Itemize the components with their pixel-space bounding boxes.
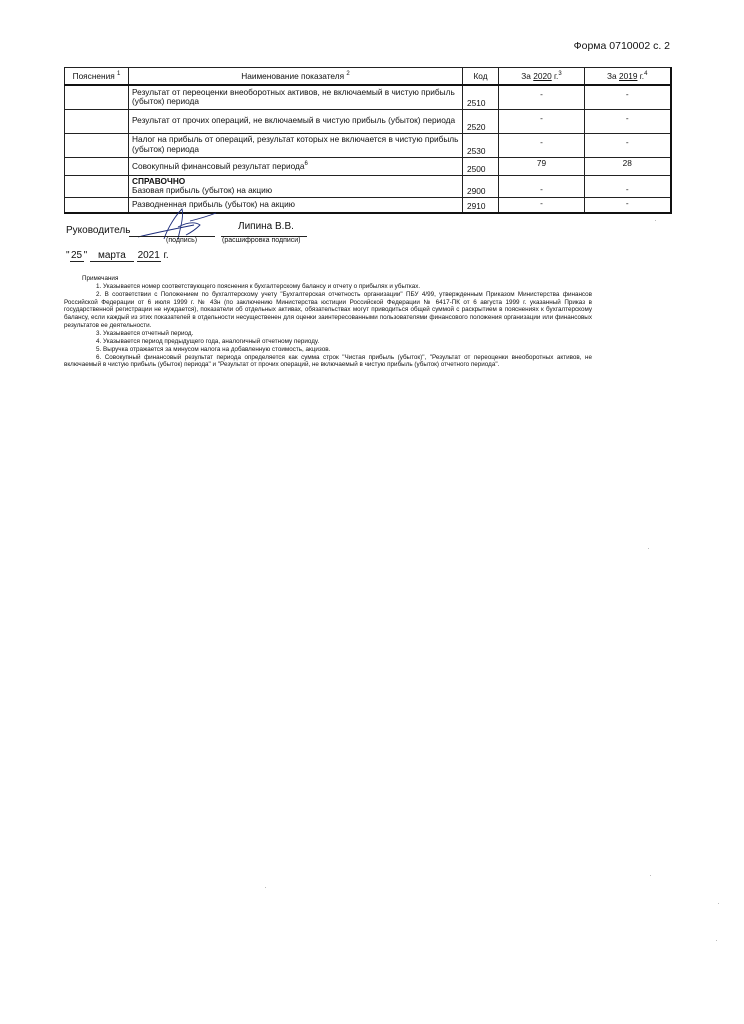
table-row (65, 175, 671, 197)
footnote: 2. В соответствии с Положением по бухгалтерскому учету "Бухгалтерская отчетность организации" ПБУ 4/99, утвержденным Приказом Министерства финансов Российской Федерации от 6 июля 1999 г. № 43н (по заключению Министерства юстиции Российской Федерации № 6417-ПК от 6 августа 1999 г. указанный Приказ в государственной регистрации не нуждается), показатели об отдельных активах, обязательствах могут приводиться общей суммой с раскрытием в пояснениях к бухгалтерскому балансу, если каждый из этих показателей в отдельности несущественен для оценки заинтересованными пользователями финансового положения организации или финансовых результатов ее деятельности. (64, 290, 592, 330)
row-code: 2510 (463, 85, 499, 109)
form-code: Форма 0710002 с. 2 (573, 40, 670, 52)
footnotes (64, 275, 592, 369)
row-current-value: - (499, 175, 585, 197)
row-indicator-name: Результат от переоценки внеоборотных активов, не включаемый в чистую прибыль (убыток) периода (129, 85, 463, 109)
row-previous-value: 28 (585, 157, 671, 175)
table-row (65, 157, 671, 175)
row-previous-value: - (585, 175, 671, 197)
name-decode-caption: (расшифровка подписи) (222, 237, 301, 244)
row-note (65, 175, 129, 197)
date-month: марта (90, 250, 134, 262)
row-current-value: - (499, 109, 585, 133)
footnotes-title: Примечания (82, 275, 119, 282)
header-previous-year: За 2019 г.$^4$ (585, 68, 671, 86)
row-code: 2910 (463, 197, 499, 213)
scan-speck (265, 887, 266, 888)
scan-speck (650, 875, 651, 876)
row-note (65, 157, 129, 175)
table-header-row (65, 68, 671, 86)
row-indicator-name: СПРАВОЧНО Базовая прибыль (убыток) на акцию (129, 175, 463, 197)
row-indicator-name: Результат от прочих операций, не включаемый в чистую прибыль (убыток) периода (129, 109, 463, 133)
signatory-role: Руководитель (66, 225, 131, 236)
row-current-value: - (499, 85, 585, 109)
row-note (65, 85, 129, 109)
scan-speck (655, 220, 656, 221)
row-previous-value: - (585, 109, 671, 133)
scan-speck (716, 940, 717, 941)
date-year: 2021 (137, 250, 160, 261)
row-indicator-name: Разводненная прибыль (убыток) на акцию (129, 197, 463, 213)
scan-speck (648, 548, 649, 549)
row-indicator-name: Налог на прибыль от операций, результат которых не включается в чистую прибыль (убыток) периода (129, 133, 463, 157)
financial-results-table (64, 67, 672, 214)
row-previous-value: - (585, 85, 671, 109)
table-row (65, 85, 671, 109)
footnote: 6. Совокупный финансовый результат периода определяется как сумма строк "Чистая прибыль (убыток)", "Результат от переоценки внеоборотных активов, не включаемый в чистую прибыль (убыток) периода" и "Результат от прочих операций, не включаемый в чистую прибыль (убыток) отчетного периода". (64, 353, 592, 369)
footnote: 4. Указывается период предыдущего года, аналогичный отчетному периоду. (96, 337, 320, 345)
row-current-value: 79 (499, 157, 585, 175)
table-row (65, 109, 671, 133)
signature-caption: (подпись) (166, 237, 198, 244)
footnote: 3. Указывается отчетный период. (96, 330, 194, 338)
header-code: Код (463, 68, 499, 86)
scan-speck (718, 903, 719, 904)
row-previous-value: - (585, 133, 671, 157)
header-indicator: Наименование показателя $^2$ (129, 68, 463, 86)
date-day: 25 (71, 250, 83, 261)
footnote: 1. Указывается номер соответствующего пояснения к бухгалтерскому балансу и отчету о прибылях и убытках. (96, 282, 421, 290)
header-notes: Пояснения $^1$ (65, 68, 129, 86)
footnote: 5. Выручка отражается за минусом налога на добавленную стоимость, акцизов. (96, 345, 331, 353)
row-note (65, 197, 129, 213)
reference-heading: СПРАВОЧНО (132, 175, 186, 186)
row-note (65, 109, 129, 133)
row-previous-value: - (585, 197, 671, 213)
header-current-year: За 2020 г.$^3$ (499, 68, 585, 86)
signatory-name: Липина В.В. (238, 221, 294, 232)
row-current-value: - (499, 133, 585, 157)
row-code: 2900 (463, 175, 499, 197)
row-indicator-name: Совокупный финансовый результат периода$^6$ (129, 157, 463, 175)
row-code: 2520 (463, 109, 499, 133)
signing-date: "25" марта 2021 г. (66, 250, 169, 261)
row-note (65, 133, 129, 157)
row-code: 2530 (463, 133, 499, 157)
table-row (65, 133, 671, 157)
row-current-value: - (499, 197, 585, 213)
row-code: 2500 (463, 157, 499, 175)
